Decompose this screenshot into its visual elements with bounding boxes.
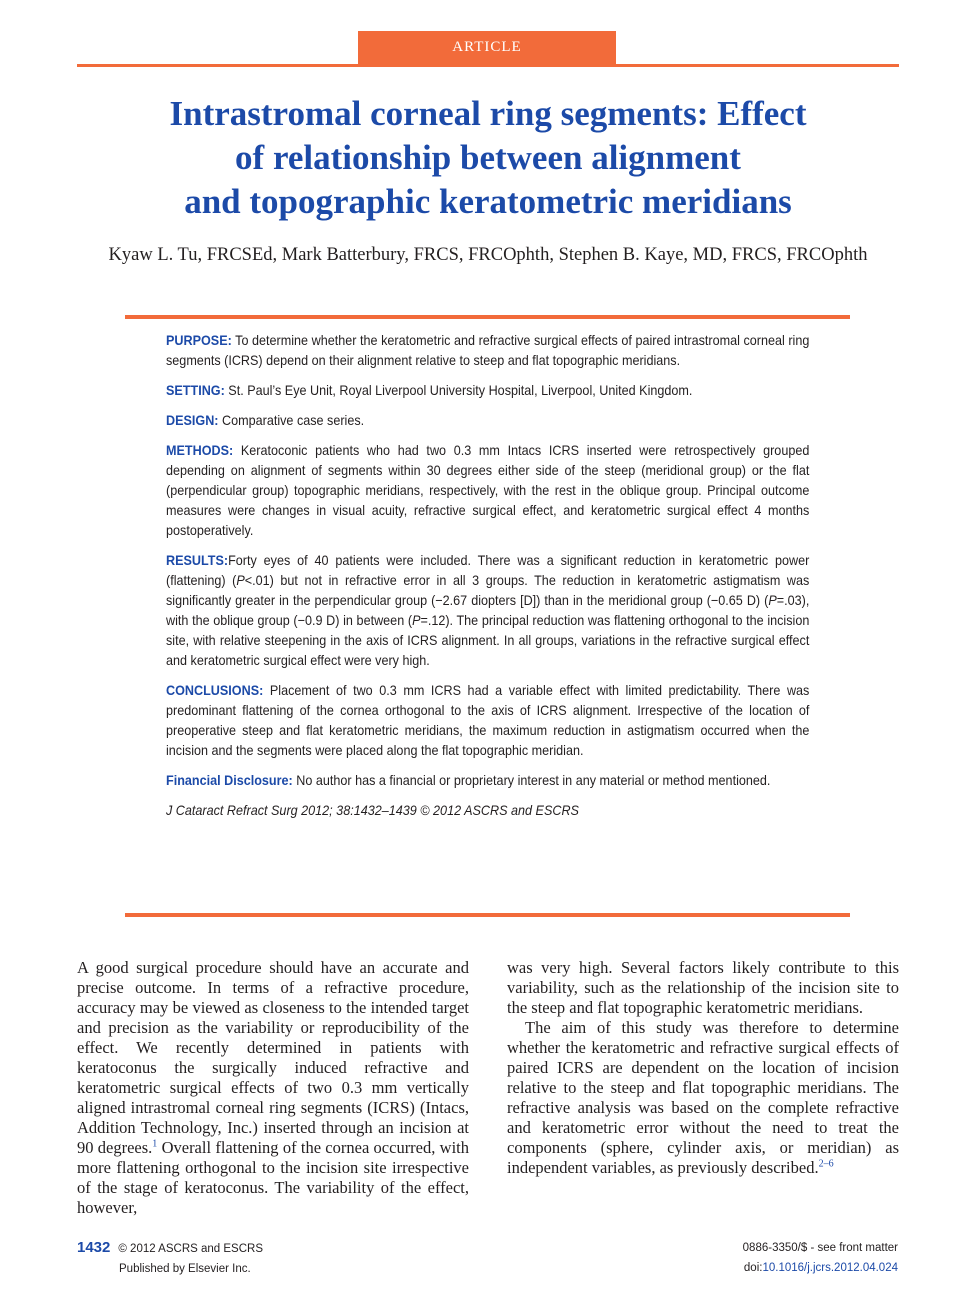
title-line: of relationship between alignment xyxy=(235,138,741,177)
abstract-top-rule xyxy=(125,315,850,319)
abstract-setting xyxy=(166,380,809,400)
reference-link[interactable]: 2–6 xyxy=(818,1158,834,1170)
abstract xyxy=(166,330,810,830)
methods-text: Keratoconic patients who had two 0.3 mm Intacs ICRS inserted were retrospectively grouped depending on alignment of segments within 30 degrees either side of the steep (meridional group) or the flat (perpendicular group) topographic meridians, respectively, with the rest in the oblique group. Principal outcome measures were changes in visual acuity, refractive surgical effect, and keratometric surgical effect 4 months postoperatively. xyxy=(166,442,810,538)
design-label: DESIGN: xyxy=(166,412,219,428)
footer-right xyxy=(743,1238,898,1278)
purpose-text: To determine whether the keratometric and refractive surgical effects of paired intrastromal corneal ring segments (ICRS) depend on their alignment relative to steep and flat topographic meridians. xyxy=(166,332,810,368)
disclosure-text: No author has a financial or proprietary interest in any material or method mentioned. xyxy=(296,772,771,788)
design-text: Comparative case series. xyxy=(222,412,365,428)
abstract-results xyxy=(166,550,809,670)
abstract-design xyxy=(166,410,809,430)
p-value-symbol: P xyxy=(768,592,777,608)
footer-doi xyxy=(743,1258,898,1278)
body-column-right xyxy=(507,958,899,1178)
doi-prefix: doi: xyxy=(743,1262,763,1274)
footer-publisher: Published by Elsevier Inc. xyxy=(119,1263,251,1275)
journal-citation: J Cataract Refract Surg 2012; 38:1432–1439 © 2012 ASCRS and ESCRS xyxy=(166,802,579,818)
author-list: Kyaw L. Tu, FRCSEd, Mark Batterbury, FRCS, FRCOphth, Stephen B. Kaye, MD, FRCS, FRCOphth xyxy=(108,245,868,265)
title-line: Intrastromal corneal ring segments: Effect xyxy=(169,94,807,133)
purpose-label: PURPOSE: xyxy=(166,332,232,348)
setting-label: SETTING: xyxy=(166,382,225,398)
results-text: =.12). The principal reduction was flattening orthogonal to the incision site, with relative steepening in the axis of ICRS alignment. In all groups, variations in the refractive surgical effect and keratometric surgical effect were very high. xyxy=(166,612,810,668)
title-line: and topographic keratometric meridians xyxy=(184,182,792,221)
conclusions-label: CONCLUSIONS: xyxy=(166,682,264,698)
body-text: Overall flattening of the cornea occurred, with more flattening orthogonal to the incision site irrespective of the stage of keratoconus. The variability of the effect, however, xyxy=(77,1138,469,1217)
footer-copyright: © 2012 ASCRS and ESCRS xyxy=(118,1243,264,1255)
results-text: <.01) but not in refractive error in all 3 groups. The reduction in keratometric astigmatism was significantly greater in the perpendicular group (−2.67 diopters [D]) than in the meridional group (−0.65 D) ( xyxy=(166,572,810,608)
article-title xyxy=(77,92,899,224)
abstract-bottom-rule xyxy=(125,913,850,917)
abstract-conclusions xyxy=(166,680,809,760)
abstract-disclosure xyxy=(166,770,809,790)
methods-label: METHODS: xyxy=(166,442,234,458)
footer-issn: 0886-3350/$ - see front matter xyxy=(742,1242,898,1254)
header-rule xyxy=(77,64,899,67)
body-paragraph xyxy=(507,1018,899,1178)
body-text: The aim of this study was therefore to determine whether the keratometric and refractive surgical effects of paired ICRS are dependent on the location of incision relative to the steep and flat topographic meridians. The refractive analysis was based on the complete refractive and keratometric error without the need to treat the components (sphere, cylinder axis, or meridian) as independent variables, as previously described. xyxy=(507,1018,899,1177)
body-paragraph: was very high. Several factors likely contribute to this variability, such as the relationship of the incision site to the steep and flat topographic keratometric meridians. xyxy=(507,958,899,1017)
body-column-left xyxy=(77,958,469,1218)
results-text: Forty eyes of 40 patients were included. There was a significant reduction in keratometric power (flattening) ( xyxy=(166,552,810,588)
p-value-symbol: P xyxy=(412,612,421,628)
body-text: A good surgical procedure should have an accurate and precise outcome. In terms of a refractive procedure, accuracy may be viewed as closeness to the intended target and precision as the variability or reproducibility of the effect. We recently determined in patients with keratoconus the surgically induced refractive and keratometric surgical effects of two 0.3 mm vertically aligned intrastromal corneal ring segments (ICRS) (Intacs, Addition Technology, Inc.) inserted through an incision at 90 degrees. xyxy=(77,958,469,1157)
abstract-purpose xyxy=(166,330,809,370)
conclusions-text: Placement of two 0.3 mm ICRS had a variable effect with limited predictability. There was predominant flattening of the cornea orthogonal to the axis of ICRS alignment. Irrespective of the location of preoperative steep and flat keratometric meridians, the maximum reduction in astigmatism occurred when the incision and the segments were placed along the flat topographic meridian. xyxy=(166,682,810,758)
results-label: RESULTS: xyxy=(166,552,229,568)
abstract-methods xyxy=(166,440,809,540)
disclosure-label: Financial Disclosure: xyxy=(166,772,293,788)
reference-link[interactable]: 1 xyxy=(152,1138,158,1150)
doi-link[interactable]: 10.1016/j.jcrs.2012.04.024 xyxy=(762,1262,898,1274)
footer-left xyxy=(77,1238,263,1279)
results-text: =.03), with the oblique group (−0.9 D) in between ( xyxy=(166,592,810,628)
body-paragraph xyxy=(77,958,469,1218)
page-number: 1432 xyxy=(77,1239,111,1256)
article-type-tag: ARTICLE xyxy=(358,31,616,64)
setting-text: St. Paul’s Eye Unit, Royal Liverpool University Hospital, Liverpool, United Kingdom. xyxy=(228,382,693,398)
p-value-symbol: P xyxy=(236,572,245,588)
